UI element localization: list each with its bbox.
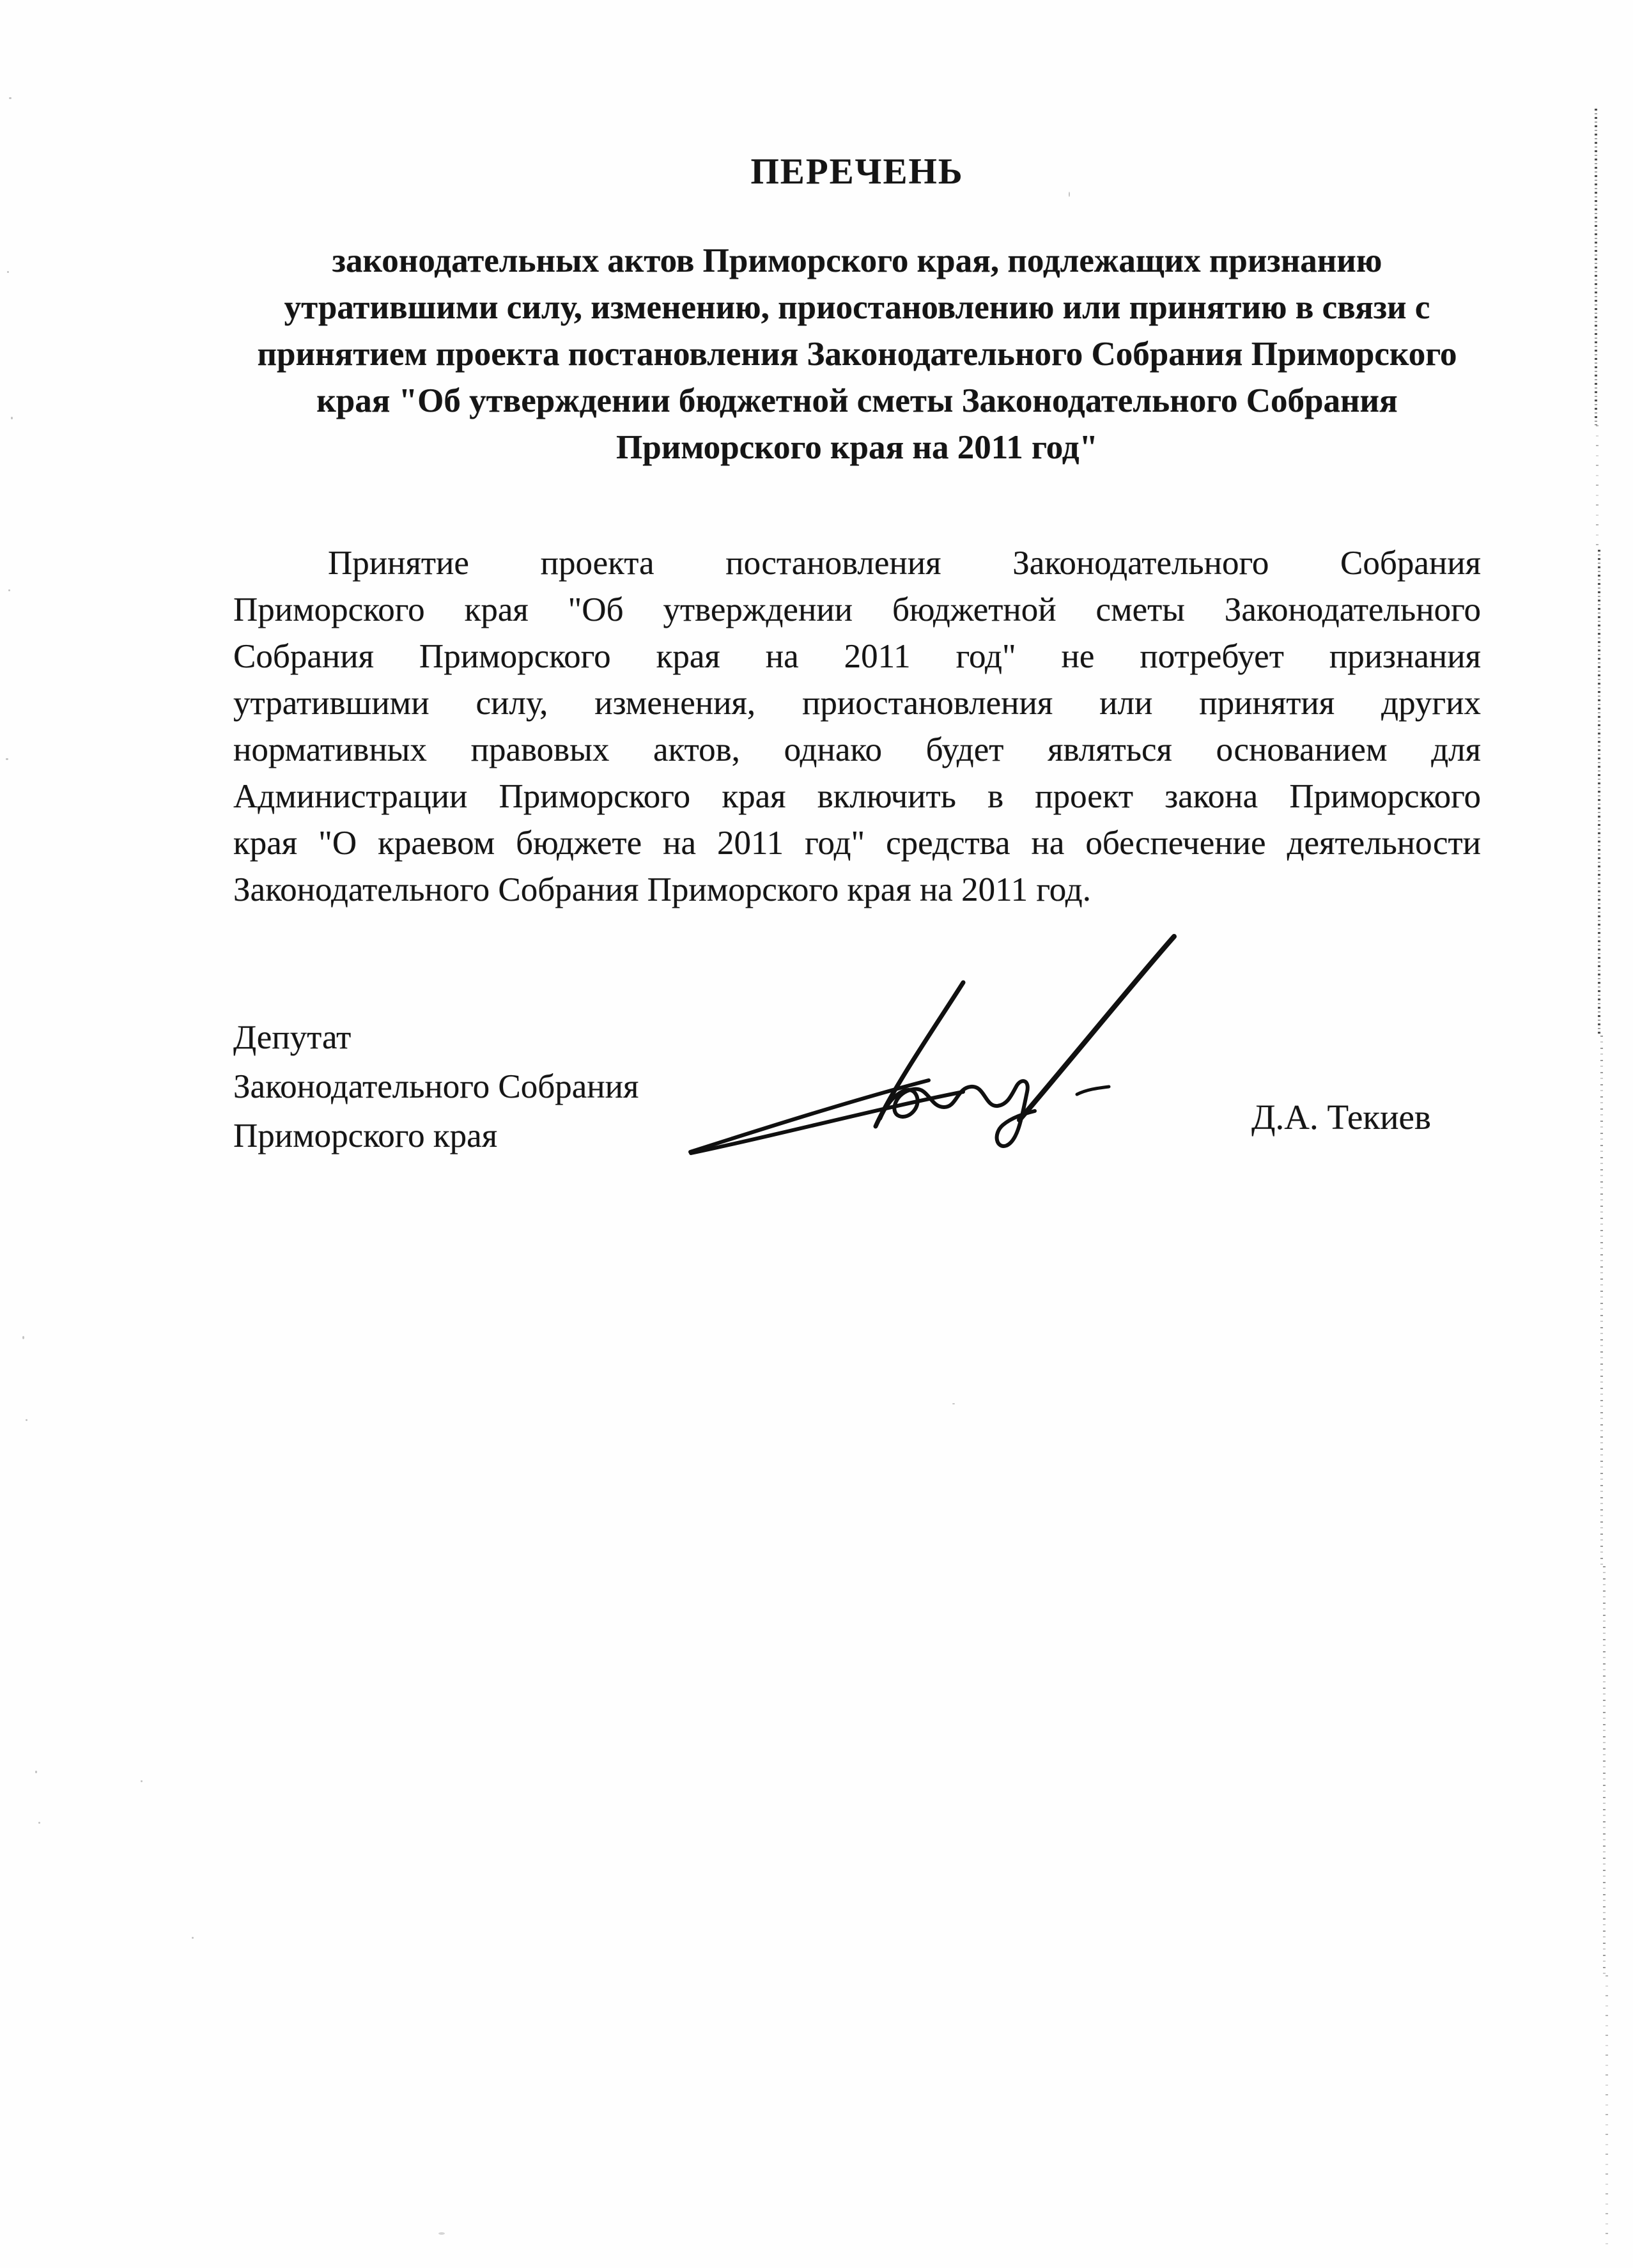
scan-speck [8, 589, 10, 591]
scan-speck [438, 2232, 445, 2235]
scan-speck [22, 1336, 24, 1339]
document-subtitle [233, 238, 1481, 471]
scan-speck [192, 1937, 194, 1939]
signatory-position [233, 1013, 638, 1161]
body-line: Собрания Приморского края на 2011 год" не потребует признания [233, 638, 1481, 675]
scan-speck [9, 97, 12, 99]
scan-speck [35, 1771, 37, 1773]
subtitle-line: Приморского края на 2011 год" [616, 429, 1098, 466]
body-line: нормативных правовых актов, однако будет являться основанием для [233, 731, 1481, 768]
body-line: края "О краевом бюджете на 2011 год" средства на обеспечение деятельности [233, 825, 1481, 862]
scan-speck [38, 1822, 40, 1824]
body-line: утратившими силу, изменения, приостановления или принятия других [233, 685, 1481, 722]
signatory-position-line: Законодательного Собрания [233, 1068, 639, 1105]
signature-stroke [1077, 1087, 1109, 1094]
scan-speck [141, 1780, 143, 1782]
scan-speck [1069, 192, 1070, 197]
scan-artifact-right-edge [1600, 1036, 1603, 1566]
subtitle-line: утратившими силу, изменению, приостановлению или принятию в связи с [284, 289, 1430, 326]
subtitle-line: законодательных актов Приморского края, подлежащих признанию [332, 242, 1382, 279]
scan-artifact-right-edge [1606, 1975, 1608, 2250]
body-line: Приморского края "Об утверждении бюджетной сметы Законодательного [233, 591, 1481, 628]
scan-artifact-right-edge [1603, 1566, 1606, 1975]
subtitle-line: края "Об утверждении бюджетной сметы Законодательного Собрания [316, 382, 1398, 419]
signatory-position-line: Депутат [233, 1019, 352, 1056]
scan-speck [7, 271, 9, 273]
scan-artifact-right-edge [1598, 550, 1600, 1036]
body-paragraph [233, 540, 1481, 913]
signature-stroke [1019, 936, 1174, 1120]
subtitle-line: принятием проекта постановления Законодательного Собрания Приморского [257, 336, 1457, 373]
scan-artifact-right-edge [1595, 109, 1597, 425]
signatory-position-line: Приморского края [233, 1117, 498, 1154]
body-line: Законодательного Собрания Приморского края на 2011 год. [233, 871, 1091, 908]
body-line: Принятие проекта постановления Законодательного Собрания [328, 545, 1481, 582]
scan-speck [11, 417, 13, 419]
scan-speck [952, 1403, 955, 1404]
signature-stroke [691, 1092, 963, 1153]
signature-stroke [880, 1081, 1035, 1146]
scan-artifact-right-edge [1596, 425, 1598, 550]
document-title: ПЕРЕЧЕНЬ [750, 151, 964, 192]
body-line: Администрации Приморского края включить в проект закона Приморского [233, 778, 1481, 815]
signatory-name: Д.А. Текиев [1251, 1098, 1431, 1137]
scan-speck [6, 758, 8, 760]
scan-speck [26, 1419, 27, 1421]
handwritten-signature [674, 920, 1205, 1163]
